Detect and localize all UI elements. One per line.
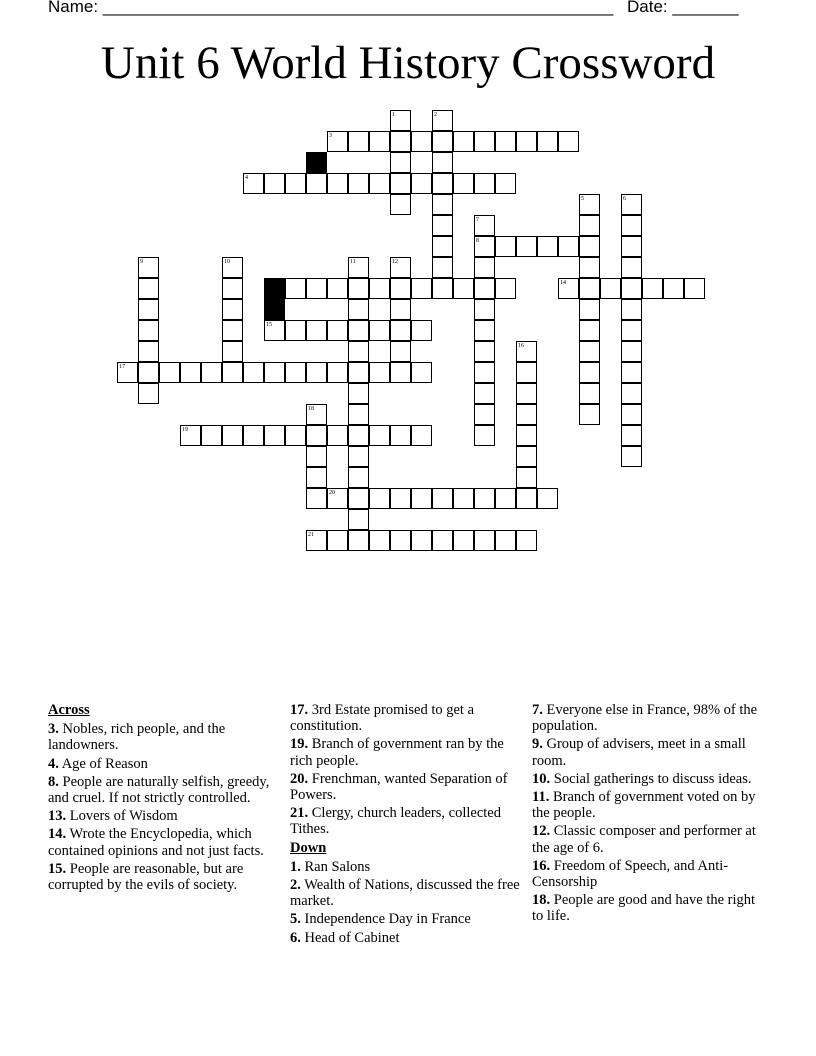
grid-cell[interactable] [348,425,369,446]
clue-number-20: 20 [329,490,335,496]
grid-cell[interactable] [138,341,159,362]
grid-cell[interactable] [453,131,474,152]
clue-number-21: 21 [308,532,314,538]
clues-column-2 [290,702,526,948]
clue-across-21: 21. Clergy, church leaders, collected Tithes. [290,805,501,838]
grid-cell[interactable] [411,425,432,446]
grid-cell[interactable] [516,530,537,551]
clue-down-5: 5. Independence Day in France [290,911,471,928]
grid-cell[interactable] [369,362,390,383]
clue-number-8: 8 [476,238,479,244]
grid-cell[interactable] [516,488,537,509]
grid-cell[interactable] [516,383,537,404]
grid-cell[interactable] [663,278,684,299]
grid-cell[interactable] [348,509,369,530]
grid-cell[interactable] [579,383,600,404]
grid-cell[interactable] [411,278,432,299]
clue-across-15: 15. People are reasonable, but are corrupted by the evils of society. [48,860,244,894]
clue-number-7: 7 [476,217,479,223]
grid-cell[interactable] [621,257,642,278]
clue-across-3: 3. Nobles, rich people, and the landowners. [48,721,226,754]
grid-cell[interactable] [390,194,411,215]
grid-cell[interactable] [390,278,411,299]
clue-down-9: 9. Group of advisers, meet in a small room. [532,736,746,769]
clue-across-20: 20. Frenchman, wanted Separation of Powers. [290,770,508,804]
clue-down-16: 16. Freedom of Speech, and Anti-Censorship [532,857,729,891]
clue-number-15: 15 [266,322,272,328]
grid-cell[interactable] [558,236,579,257]
clue-across-14: 14. Wrote the Encyclopedia, which contained opinions and not just facts. [48,826,264,859]
grid-cell[interactable] [390,131,411,152]
grid-cell[interactable] [495,488,516,509]
grid-cell[interactable] [222,278,243,299]
clue-down-10: 10. Social gatherings to discuss ideas. [532,770,752,787]
grid-cell[interactable] [453,173,474,194]
grid-cell[interactable] [579,236,600,257]
grid-cell[interactable] [369,488,390,509]
grid-cell[interactable] [369,425,390,446]
grid-cell[interactable] [243,362,264,383]
clue-number-14: 14 [560,280,566,286]
grid-cell[interactable] [306,446,327,467]
clue-down-6: 6. Head of Cabinet [290,929,400,946]
grid-cell[interactable] [474,299,495,320]
grid-cell[interactable] [621,236,642,257]
grid-cell[interactable] [222,320,243,341]
grid-cell[interactable] [411,362,432,383]
grid-cell[interactable] [411,530,432,551]
clues-column-3 [532,702,768,927]
clue-number-10: 10 [224,259,230,265]
grid-cell[interactable] [432,215,453,236]
grid-cell[interactable] [348,173,369,194]
clue-number-11: 11 [350,259,356,265]
grid-cell[interactable] [516,446,537,467]
grid-cell[interactable] [432,152,453,173]
grid-cell[interactable] [201,425,222,446]
grid-cell[interactable] [558,131,579,152]
date-label: Date: _______ [627,0,739,16]
grid-cell[interactable] [348,383,369,404]
grid-cell[interactable] [432,236,453,257]
grid-cell[interactable] [495,236,516,257]
grid-cell[interactable] [474,425,495,446]
grid-cell[interactable] [390,425,411,446]
grid-cell[interactable] [222,341,243,362]
grid-cell[interactable] [348,131,369,152]
grid-cell[interactable] [474,488,495,509]
grid-cell[interactable] [495,131,516,152]
grid-cell[interactable] [348,488,369,509]
grid-cell[interactable] [474,530,495,551]
clue-down-1: 1. Ran Salons [290,858,371,875]
grid-cell[interactable] [138,299,159,320]
grid-cell[interactable] [432,194,453,215]
grid-cell[interactable] [516,467,537,488]
grid-cell[interactable] [138,278,159,299]
grid-cell[interactable] [474,173,495,194]
grid-cell[interactable] [306,320,327,341]
grid-cell[interactable] [138,320,159,341]
down-heading: Down [290,839,327,856]
across-heading: Across [48,702,90,718]
grid-cell[interactable] [537,131,558,152]
grid-cell[interactable] [579,278,600,299]
grid-cell[interactable] [327,362,348,383]
grid-cell[interactable] [159,362,180,383]
grid-cell[interactable] [369,278,390,299]
grid-cell[interactable] [306,425,327,446]
grid-cell[interactable] [495,278,516,299]
grid-cell[interactable] [369,131,390,152]
grid-cell[interactable] [390,362,411,383]
grid-cell[interactable] [621,383,642,404]
grid-cell[interactable] [180,362,201,383]
grid-cell[interactable] [348,299,369,320]
grid-cell[interactable] [348,341,369,362]
grid-cell[interactable] [369,530,390,551]
grid-cell[interactable] [348,320,369,341]
grid-cell[interactable] [600,278,621,299]
grid-cell[interactable] [537,236,558,257]
grid-cell[interactable] [243,425,264,446]
grid-cell[interactable] [621,299,642,320]
clue-down-12: 12. Classic composer and performer at the age of 6. [532,823,756,856]
grid-cell[interactable] [390,488,411,509]
grid-cell[interactable] [432,488,453,509]
grid-cell[interactable] [621,446,642,467]
grid-cell[interactable] [411,488,432,509]
grid-cell[interactable] [390,152,411,173]
grid-cell[interactable] [516,404,537,425]
clue-number-3: 3 [329,133,332,139]
grid-cell[interactable] [474,320,495,341]
grid-cell[interactable] [579,257,600,278]
grid-cell[interactable] [474,341,495,362]
grid-cell[interactable] [348,467,369,488]
grid-cell[interactable] [264,362,285,383]
clue-down-11: 11. Branch of government voted on by the people. [532,789,756,822]
clue-number-6: 6 [623,196,626,202]
grid-cell[interactable] [327,320,348,341]
grid-cell[interactable] [138,383,159,404]
grid-cell[interactable] [306,362,327,383]
grid-cell[interactable] [327,530,348,551]
grid-cell[interactable] [474,131,495,152]
black-cell [306,152,327,173]
grid-cell[interactable] [222,425,243,446]
grid-cell[interactable] [453,488,474,509]
grid-cell[interactable] [285,362,306,383]
grid-cell[interactable] [138,362,159,383]
grid-cell[interactable] [285,173,306,194]
grid-cell[interactable] [621,404,642,425]
clue-across-4: 4. Age of Reason [48,755,148,772]
grid-cell[interactable] [348,530,369,551]
grid-cell[interactable] [516,425,537,446]
grid-cell[interactable] [474,257,495,278]
grid-cell[interactable] [348,446,369,467]
grid-cell[interactable] [579,299,600,320]
grid-cell[interactable] [327,425,348,446]
grid-cell[interactable] [621,320,642,341]
grid-cell[interactable] [579,362,600,383]
grid-cell[interactable] [474,383,495,404]
clue-number-17: 17 [119,364,125,370]
clue-number-1: 1 [392,112,395,118]
grid-cell[interactable] [348,278,369,299]
clue-number-12: 12 [392,259,398,265]
clues-column-1 [48,702,284,895]
grid-cell[interactable] [264,425,285,446]
grid-cell[interactable] [222,299,243,320]
clue-across-13: 13. Lovers of Wisdom [48,808,178,825]
grid-cell[interactable] [621,341,642,362]
clue-across-8: 8. People are naturally selfish, greedy, and cruel. If not strictly controlled. [48,773,270,807]
grid-cell[interactable] [642,278,663,299]
clue-down-18: 18. People are good and have the right to life. [532,892,756,925]
grid-cell[interactable] [474,278,495,299]
grid-cell[interactable] [432,257,453,278]
grid-cell[interactable] [453,278,474,299]
grid-cell[interactable] [390,530,411,551]
grid-cell[interactable] [516,362,537,383]
grid-cell[interactable] [474,362,495,383]
grid-cell[interactable] [516,236,537,257]
clue-number-2: 2 [434,112,437,118]
grid-cell[interactable] [390,341,411,362]
grid-cell[interactable] [579,320,600,341]
grid-cell[interactable] [390,320,411,341]
grid-cell[interactable] [285,320,306,341]
clue-number-19: 19 [182,427,188,433]
clue-number-4: 4 [245,175,248,181]
grid-cell[interactable] [621,425,642,446]
clue-number-16: 16 [518,343,524,349]
grid-cell[interactable] [621,278,642,299]
grid-cell[interactable] [621,215,642,236]
grid-cell[interactable] [201,362,222,383]
grid-cell[interactable] [537,488,558,509]
grid-cell[interactable] [516,131,537,152]
name-label: Name: ______________________________________________________ [48,0,614,16]
clue-down-7: 7. Everyone else in France, 98% of the population. [532,702,758,735]
page-title: Unit 6 World History Crossword [100,37,716,89]
grid-cell[interactable] [306,173,327,194]
grid-cell[interactable] [495,530,516,551]
clue-number-5: 5 [581,196,584,202]
grid-cell[interactable] [579,215,600,236]
grid-cell[interactable] [684,278,705,299]
grid-cell[interactable] [390,173,411,194]
grid-cell[interactable] [306,467,327,488]
grid-cell[interactable] [327,173,348,194]
grid-cell[interactable] [495,173,516,194]
grid-cell[interactable] [306,488,327,509]
grid-cell[interactable] [432,278,453,299]
grid-cell[interactable] [411,320,432,341]
grid-cell[interactable] [474,404,495,425]
grid-cell[interactable] [621,362,642,383]
clue-across-19: 19. Branch of government ran by the rich people. [290,736,504,769]
grid-cell[interactable] [411,131,432,152]
grid-cell[interactable] [432,530,453,551]
grid-cell[interactable] [453,530,474,551]
black-cell [264,299,285,320]
clue-down-2: 2. Wealth of Nations, discussed the free market. [290,877,520,910]
grid-cell[interactable] [285,278,306,299]
grid-cell[interactable] [369,173,390,194]
grid-cell[interactable] [411,173,432,194]
grid-cell[interactable] [369,320,390,341]
grid-cell[interactable] [390,299,411,320]
grid-cell[interactable] [579,341,600,362]
clue-number-18: 18 [308,406,314,412]
grid-cell[interactable] [432,173,453,194]
grid-cell[interactable] [264,173,285,194]
grid-cell[interactable] [222,362,243,383]
grid-cell[interactable] [306,278,327,299]
grid-cell[interactable] [327,278,348,299]
clue-across-17: 17. 3rd Estate promised to get a constitution. [290,702,475,735]
grid-cell[interactable] [285,425,306,446]
clue-number-9: 9 [140,259,143,265]
grid-cell[interactable] [348,404,369,425]
grid-cell[interactable] [348,362,369,383]
clue-number-13: 13 [266,280,272,286]
grid-cell[interactable] [579,404,600,425]
grid-cell[interactable] [432,131,453,152]
